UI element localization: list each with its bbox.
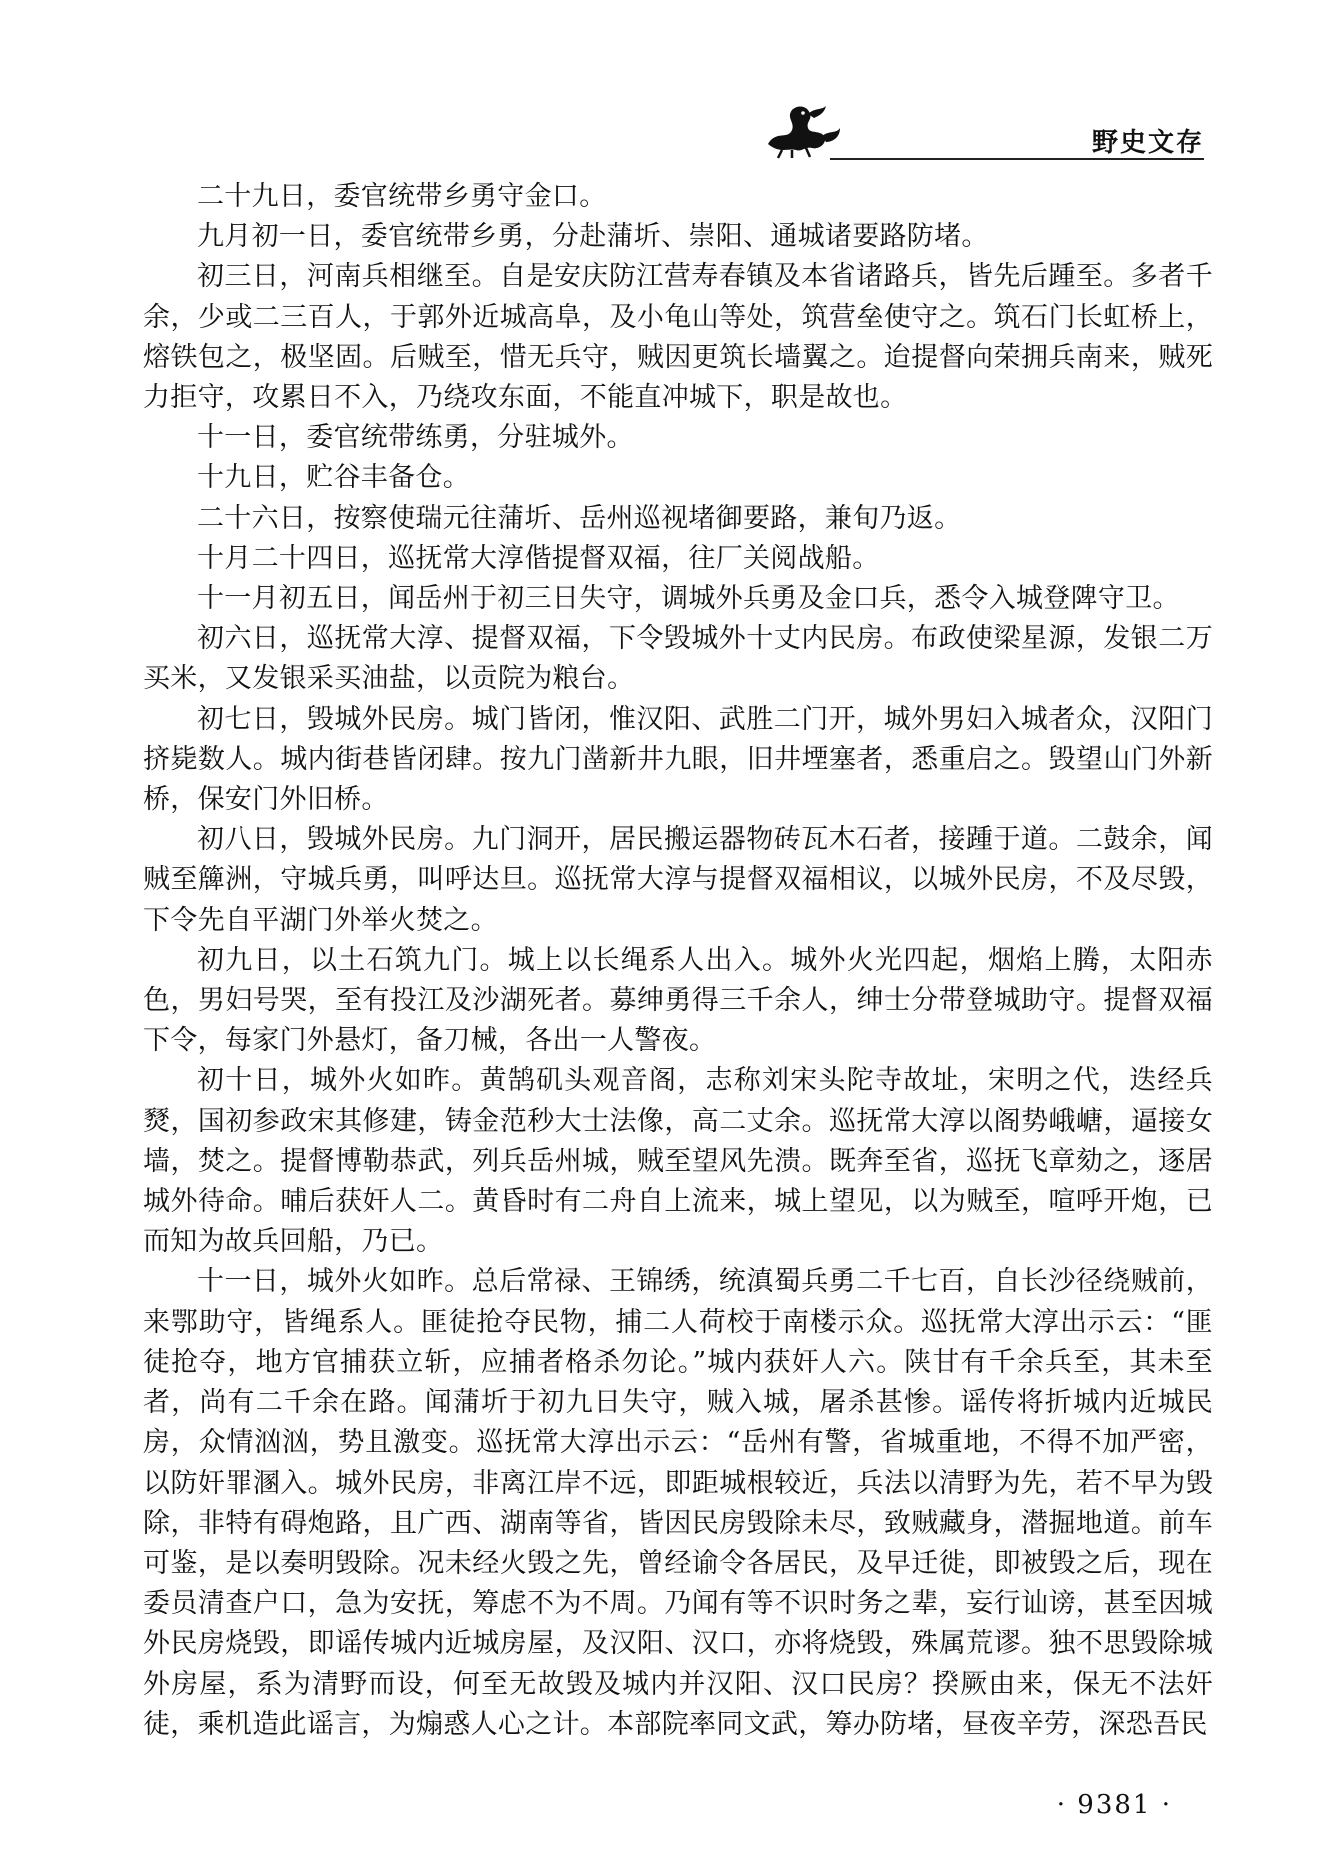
paragraph: 十一月初五日，闻岳州于初三日失守，调城外兵勇及金口兵，悉令入城登陴守卫。 [197, 583, 1180, 615]
paragraph: 二十六日，按察使瑞元往蒲圻、岳州巡视堵御要路，兼旬乃返。 [197, 502, 962, 534]
paragraph: 十一日，委官统带练勇，分驻城外。 [197, 422, 634, 454]
paragraph: 初三日，河南兵相继至。自是安庆防江营寿春镇及本省诸路兵，皆先后踵至。多者千余，少或二三百人，于郭外近城高阜，及小龟山等处，筑营垒使守之。筑石门长虹桥上，熔铁包之，极坚固。后贼至，惜无兵守，贼因更筑长墙翼之。迨提督向荣拥兵南来，贼死力拒守，攻累日不入，乃绕攻东面，不能直冲城下，职是故也。 [143, 261, 1213, 414]
paragraph: 十九日，贮谷丰备仓。 [197, 462, 470, 494]
header-title: 野史文存 [1091, 128, 1204, 158]
header-rule [830, 158, 1204, 160]
paragraph: 初八日，毁城外民房。九门洞开，居民搬运器物砖瓦木石者，接踵于道。二鼓余，闻贼至簰洲，守城兵勇，叫呼达旦。巡抚常大淳与提督双福相议，以城外民房，不及尽毁，下令先自平湖门外举火焚之。 [143, 824, 1213, 936]
paragraph: 二十九日，委官统带乡勇守金口。 [197, 181, 607, 212]
paragraph: 十一日，城外火如昨。总后常禄、王锦绣，统滇蜀兵勇二千七百，自长沙径绕贼前，来鄂助守，皆绳系人。匪徒抢夺民物，捕二人荷校于南楼示众。巡抚常大淳出示云：“匪徒抢夺，地方官捕获立斩，应捕者格杀勿论。”城内获奸人六。陕甘有千余兵至，其未至者，尚有二千余在路。闻蒲圻于初九日失守，贼入城，屠杀甚惨。谣传将折城内近城民房，众情汹汹，势且激变。巡抚常大淳出示云：“岳州有警，省城重地，不得不加严密，以防奸罪溷入。城外民房，非离江岸不远，即距城根较近，兵法以清野为先，若不早为毁除，非特有碍炮路，且广西、湖南等省，皆因民房毁除未尽，致贼藏身，潜掘地道。前车可鉴，是以奏明毁除。况未经火毁之先，曾经谕令各居民，及早迁徙，即被毁之后，现在委员清查户口，急为安抚，筹虑不为不周。乃闻有等不识时务之辈，妄行讪谤，甚至因城外民房烧毁，即谣传城内近城房屋，及汉阳、汉口，亦将烧毁，殊属荒谬。独不思毁除城外房屋，系为清野而设，何至无故毁及城内并汉阳、汉口民房？揆厥由来，保无不法奸徒，乘机造此谣言，为煽惑人心之计。本部院率同文武，筹办防堵，昼夜辛劳，深恐吾民 [143, 1266, 1213, 1740]
page-number: · 9381 · [1056, 1790, 1172, 1820]
page-body [143, 177, 1213, 1745]
paragraph: 初十日，城外火如昨。黄鹄矶头观音阁，志称刘宋头陀寺故址，宋明之代，迭经兵燹，国初参政宋其修建，铸金范秒大士法像，高二丈余。巡抚常大淳以阁势峨嵣，逼接女墙，焚之。提督博勒恭武，列兵岳州城，贼至望风先溃。既奔至省，巡抚飞章劾之，逐居城外待命。晡后获奸人二。黄昏时有二舟自上流来，城上望见，以为贼至，喧呼开炮，已而知为故兵回船，乃已。 [143, 1065, 1213, 1258]
dragon-emblem-icon [762, 100, 844, 160]
paragraph: 初六日，巡抚常大淳、提督双福，下令毁城外十丈内民房。布政使梁星源，发银二万买米，又发银采买油盐，以贡院为粮台。 [143, 623, 1213, 695]
paragraph: 初七日，毁城外民房。城门皆闭，惟汉阳、武胜二门开，城外男妇入城者众，汉阳门挤毙数人。城内街巷皆闭肆。按九门凿新井九眼，旧井堙塞者，悉重启之。毁望山门外新桥，保安门外旧桥。 [143, 703, 1213, 816]
paragraph: 九月初一日，委官统带乡勇，分赴蒲圻、崇阳、通城诸要路防堵。 [197, 221, 989, 253]
paragraph: 初九日，以土石筑九门。城上以长绳系人出入。城外火光四起，烟焰上腾，太阳赤色，男妇号哭，至有投江及沙湖死者。募绅勇得三千余人，绅士分带登城助守。提督双福下令，每家门外悬灯，备刀械，各出一人警夜。 [143, 944, 1213, 1057]
paragraph: 十月二十四日，巡抚常大淳偕提督双福，往厂关阅战船。 [197, 542, 880, 574]
page-header [0, 100, 1204, 160]
